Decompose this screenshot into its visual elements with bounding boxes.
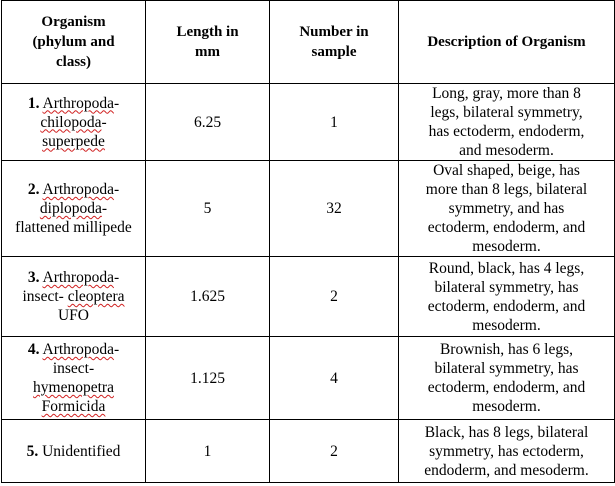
organism-name-part: Arthropoda <box>42 269 114 286</box>
cell-text-line: Oval shaped, beige, has <box>433 162 580 179</box>
cell-text-line: symmetry, has ectoderm, <box>429 442 584 460</box>
cell-text-line: has ectoderm, endoderm, <box>428 123 585 140</box>
row-number: 4. <box>27 341 40 358</box>
cell-text-line: mm <box>195 44 220 60</box>
organism-name-part: chilopoda <box>40 113 102 131</box>
organism-name-part: Arthropoda <box>42 341 114 358</box>
count-cell: 2 <box>270 257 399 337</box>
cell-text-line: Black, has 8 legs, bilateral <box>424 423 589 441</box>
row-number: 1. <box>27 94 40 112</box>
organism-cell <box>2 337 146 420</box>
organism-name-part: diplopoda <box>39 200 102 217</box>
cell-text-line: Brownish, has 6 legs, <box>439 341 574 358</box>
cell-text-line: Length in <box>176 24 239 40</box>
organism-cell <box>2 84 146 161</box>
cell-text-line: sample <box>311 44 357 60</box>
description-cell <box>399 84 615 161</box>
row-number: 5. <box>26 442 39 460</box>
cell-text-line: ectoderm, endoderm, and <box>427 297 586 315</box>
cell-text-line: more than 8 legs, bilateral <box>425 181 588 198</box>
header-organism <box>2 1 146 84</box>
organism-name-part: - <box>113 94 120 112</box>
organism-name-part: insect- <box>52 360 95 377</box>
cell-text-line: class) <box>56 54 91 70</box>
length-cell: 1 <box>146 420 270 483</box>
cell-text-line: bilateral symmetry, has <box>434 278 579 296</box>
organism-name-part: cleoptera <box>67 288 125 305</box>
cell-text-line: endoderm, and mesoderm. <box>424 461 589 479</box>
cell-text-line: mesoderm. <box>472 238 541 255</box>
length-cell: 1.125 <box>146 337 270 420</box>
table-row <box>2 337 615 420</box>
organism-name-part: flattened millipede <box>15 219 132 236</box>
cell-text-line: (phylum and <box>32 34 115 50</box>
description-cell <box>399 337 615 420</box>
table-row <box>2 420 615 483</box>
cell-text-line: Organism <box>41 14 106 30</box>
cell-text-line: and mesoderm. <box>459 142 554 159</box>
count-cell: 1 <box>270 84 399 161</box>
row-number: 2. <box>27 181 40 198</box>
organism-name-part: - <box>113 269 120 286</box>
cell-text-line: ectoderm, endoderm, and <box>427 379 586 396</box>
table-row <box>2 257 615 337</box>
count-cell: 32 <box>270 161 399 257</box>
organism-name-part: hymenopetra <box>33 379 114 396</box>
description-cell <box>399 161 615 257</box>
organism-name-part: - <box>113 181 120 198</box>
organism-name-part: - <box>113 341 120 358</box>
count-cell: 2 <box>270 420 399 483</box>
organism-name-part: insect- <box>22 288 68 305</box>
organism-name-part: Arthropoda <box>42 181 114 198</box>
organism-table <box>1 0 615 483</box>
description-cell <box>399 257 615 337</box>
length-cell: 5 <box>146 161 270 257</box>
cell-text-line: bilateral symmetry, has <box>434 360 579 377</box>
organism-name-part: Formicida <box>41 398 106 415</box>
cell-text-line: legs, bilateral symmetry, <box>430 104 583 121</box>
cell-text-line: Round, black, has 4 legs, <box>428 259 585 277</box>
cell-text-line: Description of Organism <box>427 34 586 50</box>
cell-text-line: Number in <box>299 24 369 40</box>
table-header-row <box>2 1 615 84</box>
cell-text-line: symmetry, and has <box>448 200 565 217</box>
description-cell <box>399 420 615 483</box>
header-length <box>146 1 270 84</box>
organism-name-part: - <box>101 113 107 131</box>
row-number: 3. <box>27 269 40 286</box>
cell-text-line: mesoderm. <box>472 316 541 334</box>
organism-name-part: - <box>101 200 108 217</box>
table-row <box>2 161 615 257</box>
organism-name-part: Unidentified <box>42 442 121 460</box>
header-description <box>399 1 615 84</box>
cell-text-line: Long, gray, more than 8 <box>432 85 581 102</box>
length-cell: 1.625 <box>146 257 270 337</box>
organism-cell <box>2 257 146 337</box>
header-number <box>270 1 399 84</box>
organism-cell <box>2 420 146 483</box>
count-cell: 4 <box>270 337 399 420</box>
organism-name-part: superpede <box>42 132 105 150</box>
organism-name-part: UFO <box>57 307 89 324</box>
cell-text-line: mesoderm. <box>472 398 541 415</box>
length-cell: 6.25 <box>146 84 270 161</box>
organism-name-part: Arthropoda <box>42 94 114 112</box>
organism-cell <box>2 161 146 257</box>
cell-text-line: ectoderm, endoderm, and <box>427 219 586 236</box>
table-row <box>2 84 615 161</box>
